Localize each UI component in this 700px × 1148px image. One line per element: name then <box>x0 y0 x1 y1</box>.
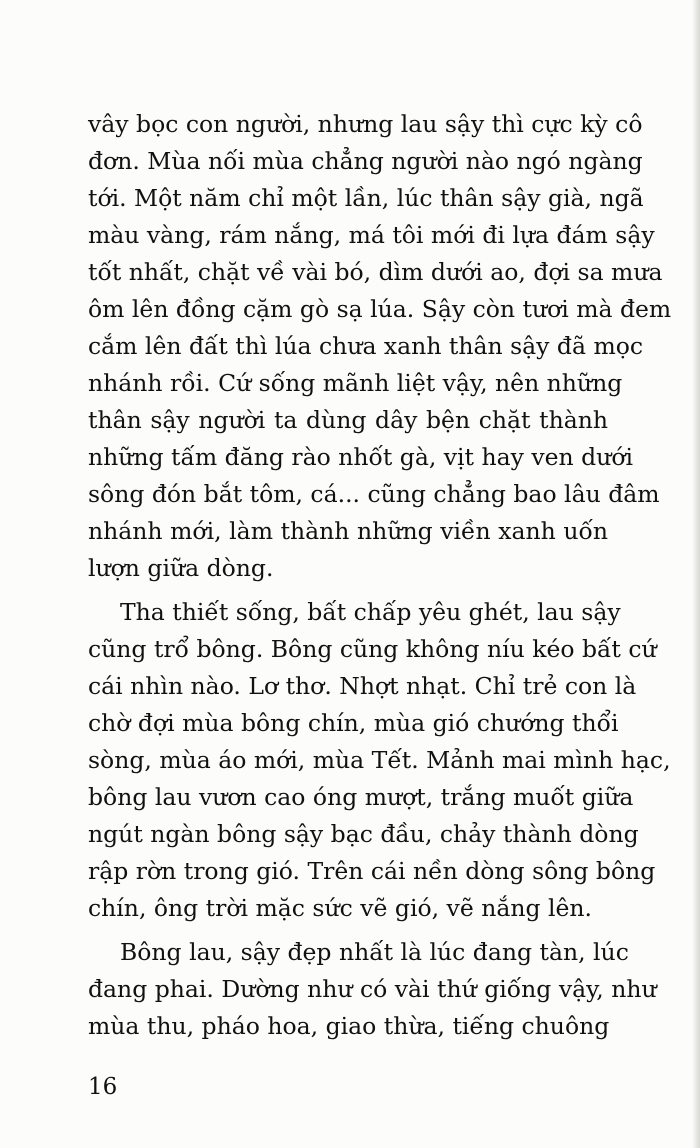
page-edge-shadow <box>692 0 700 1148</box>
text-line: lượn giữa dòng. <box>88 554 274 582</box>
text-line: sông đón bắt tôm, cá... cũng chẳng bao lâu đâm <box>88 480 660 508</box>
text-line: chín, ông trời mặc sức vẽ gió, vẽ nắng lên. <box>88 894 593 922</box>
text-line: nhánh rồi. Cứ sống mãnh liệt vậy, nên những <box>88 369 623 397</box>
text-line: cắm lên đất thì lúa chưa xanh thân sậy đã mọc <box>88 332 644 360</box>
text-line: thân sậy người ta dùng dây bện chặt thành <box>88 406 608 434</box>
text-line: bông lau vươn cao óng mượt, trắng muốt giữa <box>88 783 634 811</box>
text-line: cái nhìn nào. Lơ thơ. Nhợt nhạt. Chỉ trẻ con là <box>88 672 637 700</box>
text-line: ôm lên đồng cặm gò sạ lúa. Sậy còn tươi mà đem <box>88 295 672 323</box>
text-line: những tấm đăng rào nhốt gà, vịt hay ven dưới <box>88 443 633 471</box>
text-line: mùa thu, pháo hoa, giao thừa, tiếng chuông <box>88 1012 610 1040</box>
text-line: sòng, mùa áo mới, mùa Tết. Mảnh mai mình hạc, <box>88 746 671 774</box>
text-line: đơn. Mùa nối mùa chẳng người nào ngó ngàng <box>88 147 643 175</box>
text-line: chờ đợi mùa bông chín, mùa gió chướng thổi <box>88 709 619 737</box>
body-text <box>88 106 672 1045</box>
text-line: cũng trổ bông. Bông cũng không níu kéo bất cứ <box>88 635 657 663</box>
paragraph-3 <box>88 934 657 1045</box>
text-line: nhánh mới, làm thành những viền xanh uốn <box>88 517 608 545</box>
text-line: màu vàng, rám nắng, má tôi mới đi lựa đám sậy <box>88 221 655 249</box>
text-line: vây bọc con người, nhưng lau sậy thì cực kỳ cô <box>88 110 643 138</box>
paragraph-1 <box>88 106 672 587</box>
text-line: Bông lau, sậy đẹp nhất là lúc đang tàn, lúc <box>120 938 629 966</box>
text-line: đang phai. Dường như có vài thứ giống vậy, như <box>88 975 657 1003</box>
text-line: tới. Một năm chỉ một lần, lúc thân sậy già, ngã <box>88 184 644 212</box>
paragraph-2 <box>88 594 671 927</box>
page-number: 16 <box>88 1074 118 1100</box>
text-line: ngút ngàn bông sậy bạc đầu, chảy thành dòng <box>88 820 639 848</box>
text-line: Tha thiết sống, bất chấp yêu ghét, lau sậy <box>120 598 621 626</box>
text-line: tốt nhất, chặt về vài bó, dìm dưới ao, đợi sa mưa <box>88 258 663 286</box>
text-line: rập rờn trong gió. Trên cái nền dòng sông bông <box>88 857 656 885</box>
